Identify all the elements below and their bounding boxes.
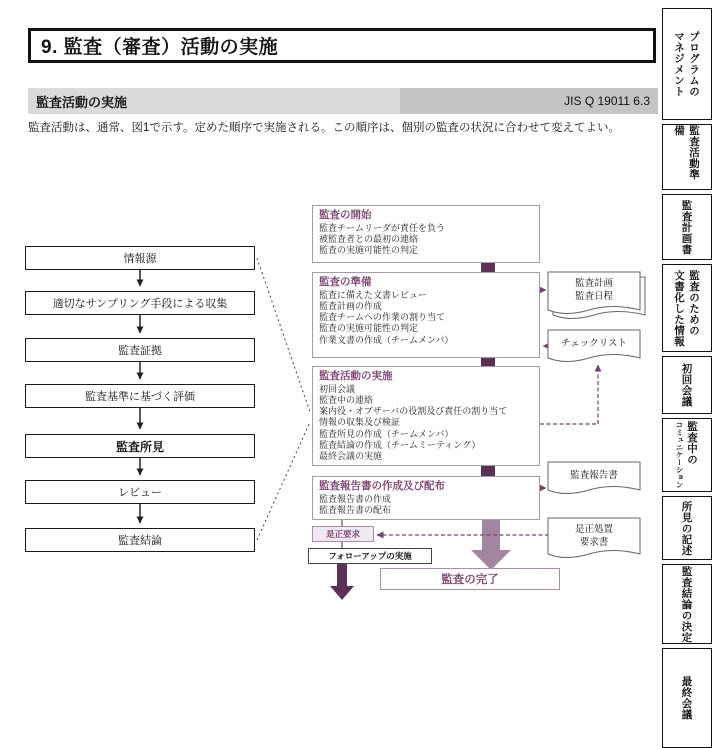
stage-item: 案内役・オブザーバの役割及び責任の割り当て — [319, 406, 508, 417]
page-title: 9. 監査（審査）活動の実施 — [28, 28, 656, 63]
document-shapes — [548, 272, 645, 558]
doc-line: 監査日程 — [574, 290, 613, 302]
sidebar-tab-closing-meeting[interactable] — [662, 648, 712, 748]
stage-item: 監査所見の作成（チームメンバ） — [319, 428, 454, 439]
doc-line: 是正処置 — [574, 524, 613, 535]
stage-item: 監査の実施可能性の判定 — [319, 245, 419, 256]
tab-label: 監査中の — [686, 421, 698, 466]
flow-box-sampling: 適切なサンプリング手段による収集 — [25, 291, 255, 315]
section-header — [28, 88, 658, 114]
tab-label: 監査のための — [688, 269, 700, 336]
dotted-link-lines — [257, 258, 310, 540]
flow-box-audit-findings: 監査所見 — [25, 434, 255, 458]
stage-item: 被監査者との最初の連絡 — [319, 233, 419, 244]
sidebar-tab-documented-information[interactable] — [662, 264, 712, 352]
flow-box-review: レビュー — [25, 480, 255, 504]
stage-item: 監査の実施可能性の判定 — [319, 323, 419, 334]
doc-line: 監査報告書 — [570, 470, 618, 481]
sidebar-tab-program-management[interactable] — [662, 8, 712, 120]
tab-label: 所見の記述 — [680, 500, 693, 556]
doc-checklist — [548, 338, 640, 351]
tab-label: 初回会議 — [680, 363, 693, 407]
doc-line: 要求書 — [579, 536, 609, 548]
sidebar-tab-describing-findings[interactable] — [662, 496, 712, 560]
stage-item: 監査計画の作成 — [319, 300, 383, 311]
flow-box-evaluation: 監査基準に基づく評価 — [25, 384, 255, 408]
body-text: 監査活動は、通常、図1で示す。定めた順序で実施される。この順序は、個別の監査の状況に合わせて変えてよい。 — [28, 122, 620, 134]
sidebar-tab-audit-conclusion-decision[interactable] — [662, 564, 712, 644]
sidebar-tab-communication-during-audit[interactable] — [662, 418, 712, 492]
tab-label: 監査活動準備 — [673, 125, 700, 180]
stage-item: 監査中の連絡 — [319, 394, 374, 405]
standard-reference: JIS Q 19011 6.3 — [400, 88, 658, 114]
audit-completion-box: 監査の完了 — [380, 568, 560, 590]
stage-item: 最終会議の実施 — [319, 451, 383, 462]
doc-audit-plan — [548, 278, 640, 304]
doc-corrective-action-request — [548, 524, 640, 550]
stage-title: 監査の準備 — [319, 276, 372, 288]
corrective-request-box: 是正要求 — [312, 526, 374, 542]
sidebar-tab-audit-preparation[interactable] — [662, 124, 712, 190]
audit-flow-diagram — [20, 200, 660, 620]
flow-box-audit-conclusion: 監査結論 — [25, 528, 255, 552]
side-tab-index — [662, 8, 712, 748]
tab-label: 最終会議 — [680, 676, 693, 720]
followup-arrow-icon — [330, 564, 354, 600]
flow-box-information-source: 情報源 — [25, 246, 255, 270]
stage-preparing-audit — [312, 272, 540, 358]
stage-item: 情報の収集及び検証 — [319, 417, 401, 428]
doc-audit-report — [548, 470, 640, 483]
sidebar-tab-audit-plan[interactable] — [662, 194, 712, 260]
stage-item: 初回会議 — [319, 383, 356, 394]
stage-item: 監査に備えた文書レビュー — [319, 289, 428, 300]
stage-initiating-audit — [312, 205, 540, 263]
stage-title: 監査の開始 — [319, 209, 372, 221]
stage-title: 監査活動の実施 — [319, 370, 393, 382]
stage-title: 監査報告書の作成及び配布 — [319, 480, 445, 492]
stage-item: 監査チームへの作業の割り当て — [319, 312, 446, 323]
section-title: 監査活動の実施 — [28, 88, 400, 114]
stage-item: 監査報告書の配布 — [319, 504, 392, 515]
tab-label: 監査計画書 — [680, 199, 693, 255]
stage-item: 監査結論の作成（チームミーティング） — [319, 439, 481, 450]
stage-item: 監査チームリーダが責任を負う — [319, 222, 446, 233]
doc-line: 監査計画 — [574, 278, 613, 289]
tab-label: 文書化した情報 — [673, 269, 685, 347]
doc-line: チェックリスト — [560, 338, 628, 349]
follow-up-box: フォローアップの実施 — [308, 548, 432, 564]
flow-box-audit-evidence: 監査証拠 — [25, 338, 255, 362]
tab-label: プログラムの — [688, 31, 700, 97]
sidebar-tab-opening-meeting[interactable] — [662, 356, 712, 414]
tab-label: コミュニケーション — [675, 421, 684, 489]
tab-label: 監査結論の決定 — [680, 565, 693, 643]
completion-arrow-icon — [471, 520, 511, 570]
stage-item: 監査報告書の作成 — [319, 493, 392, 504]
tab-label: マネジメント — [673, 31, 685, 97]
stage-item: 作業文書の作成（チームメンバ） — [319, 334, 454, 345]
stage-audit-report — [312, 476, 540, 520]
stage-conducting-audit — [312, 366, 540, 466]
